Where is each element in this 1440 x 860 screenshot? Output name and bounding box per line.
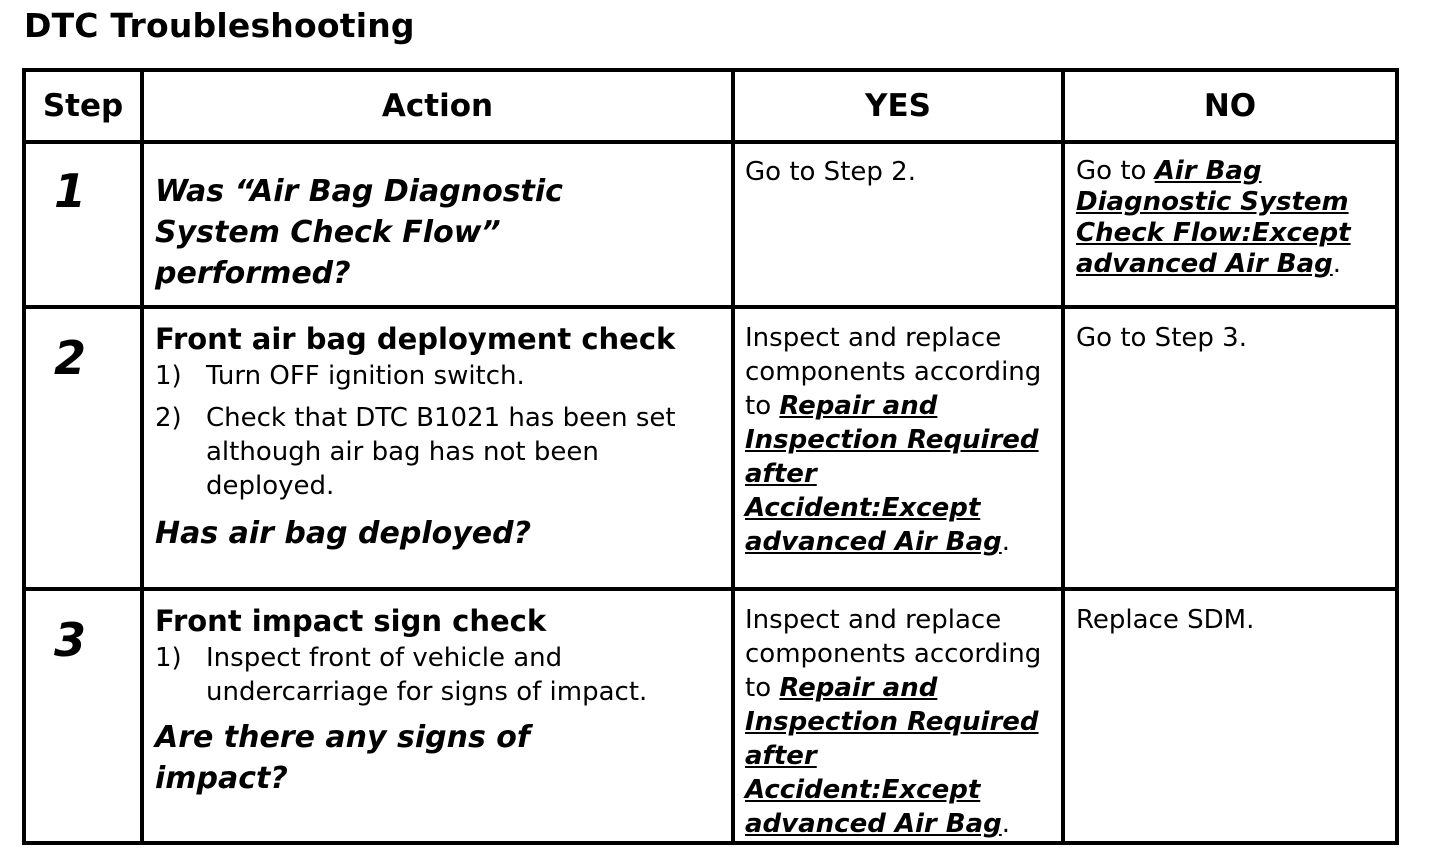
no-cell — [1063, 142, 1397, 307]
substep-item: 1) Turn OFF ignition switch. — [155, 361, 525, 391]
no-prefix: Go to — [1076, 156, 1155, 186]
yes-text: Go to Step 2. — [745, 157, 916, 187]
header-yes: YES — [733, 70, 1063, 142]
action-title: Front impact sign check — [155, 604, 547, 638]
table-row — [24, 142, 1397, 307]
step-question: Was “Air Bag Diagnostic System Check Flow” performed? — [155, 174, 563, 291]
yes-cell — [733, 142, 1063, 307]
repair-inspection-link[interactable]: Repair and Inspection Required after Accident:Except advanced Air Bag — [745, 673, 1039, 839]
action-cell — [142, 589, 733, 843]
yes-suffix: . — [1001, 527, 1011, 557]
no-text: Go to Step 3. — [1076, 323, 1247, 353]
step-number: 2 — [54, 331, 87, 385]
step-number: 1 — [54, 164, 87, 218]
table-row — [24, 307, 1397, 589]
step-question: Are there any signs of impact? — [155, 720, 530, 796]
yes-prefix: Inspect and replace components according to — [745, 323, 1042, 421]
step-cell — [24, 589, 142, 843]
action-cell — [142, 307, 733, 589]
repair-inspection-link[interactable]: Repair and Inspection Required after Accident:Except advanced Air Bag — [745, 391, 1039, 557]
no-text — [1065, 144, 1395, 280]
table-row — [24, 589, 1397, 843]
yes-prefix: Inspect and replace components according to — [745, 605, 1042, 703]
header-no: NO — [1063, 70, 1397, 142]
no-text: Replace SDM. — [1076, 605, 1255, 635]
air-bag-check-flow-link[interactable]: Air Bag Diagnostic System Check Flow:Except advanced Air Bag — [1076, 156, 1351, 279]
dtc-table — [22, 68, 1399, 845]
action-cell — [142, 142, 733, 307]
substep-item: 2) Check that DTC B1021 has been set although air bag has not been deployed. — [155, 403, 676, 501]
step-question: Has air bag deployed? — [155, 516, 532, 551]
substep-item: 1) Inspect front of vehicle and undercarriage for signs of impact. — [155, 643, 648, 707]
yes-text — [735, 591, 1061, 841]
no-cell — [1063, 307, 1397, 589]
yes-cell — [733, 307, 1063, 589]
step-number: 3 — [54, 613, 87, 667]
step-cell — [24, 142, 142, 307]
header-action: Action — [142, 70, 733, 142]
no-cell — [1063, 589, 1397, 843]
page-title: DTC Troubleshooting — [24, 6, 415, 45]
no-suffix: . — [1332, 249, 1342, 279]
header-row — [24, 70, 1397, 142]
header-step: Step — [24, 70, 142, 142]
step-cell — [24, 307, 142, 589]
yes-suffix: . — [1001, 809, 1011, 839]
substep-list — [155, 359, 723, 503]
action-title: Front air bag deployment check — [155, 322, 676, 356]
yes-cell — [733, 589, 1063, 843]
substep-list — [155, 641, 723, 709]
yes-text — [735, 309, 1061, 559]
